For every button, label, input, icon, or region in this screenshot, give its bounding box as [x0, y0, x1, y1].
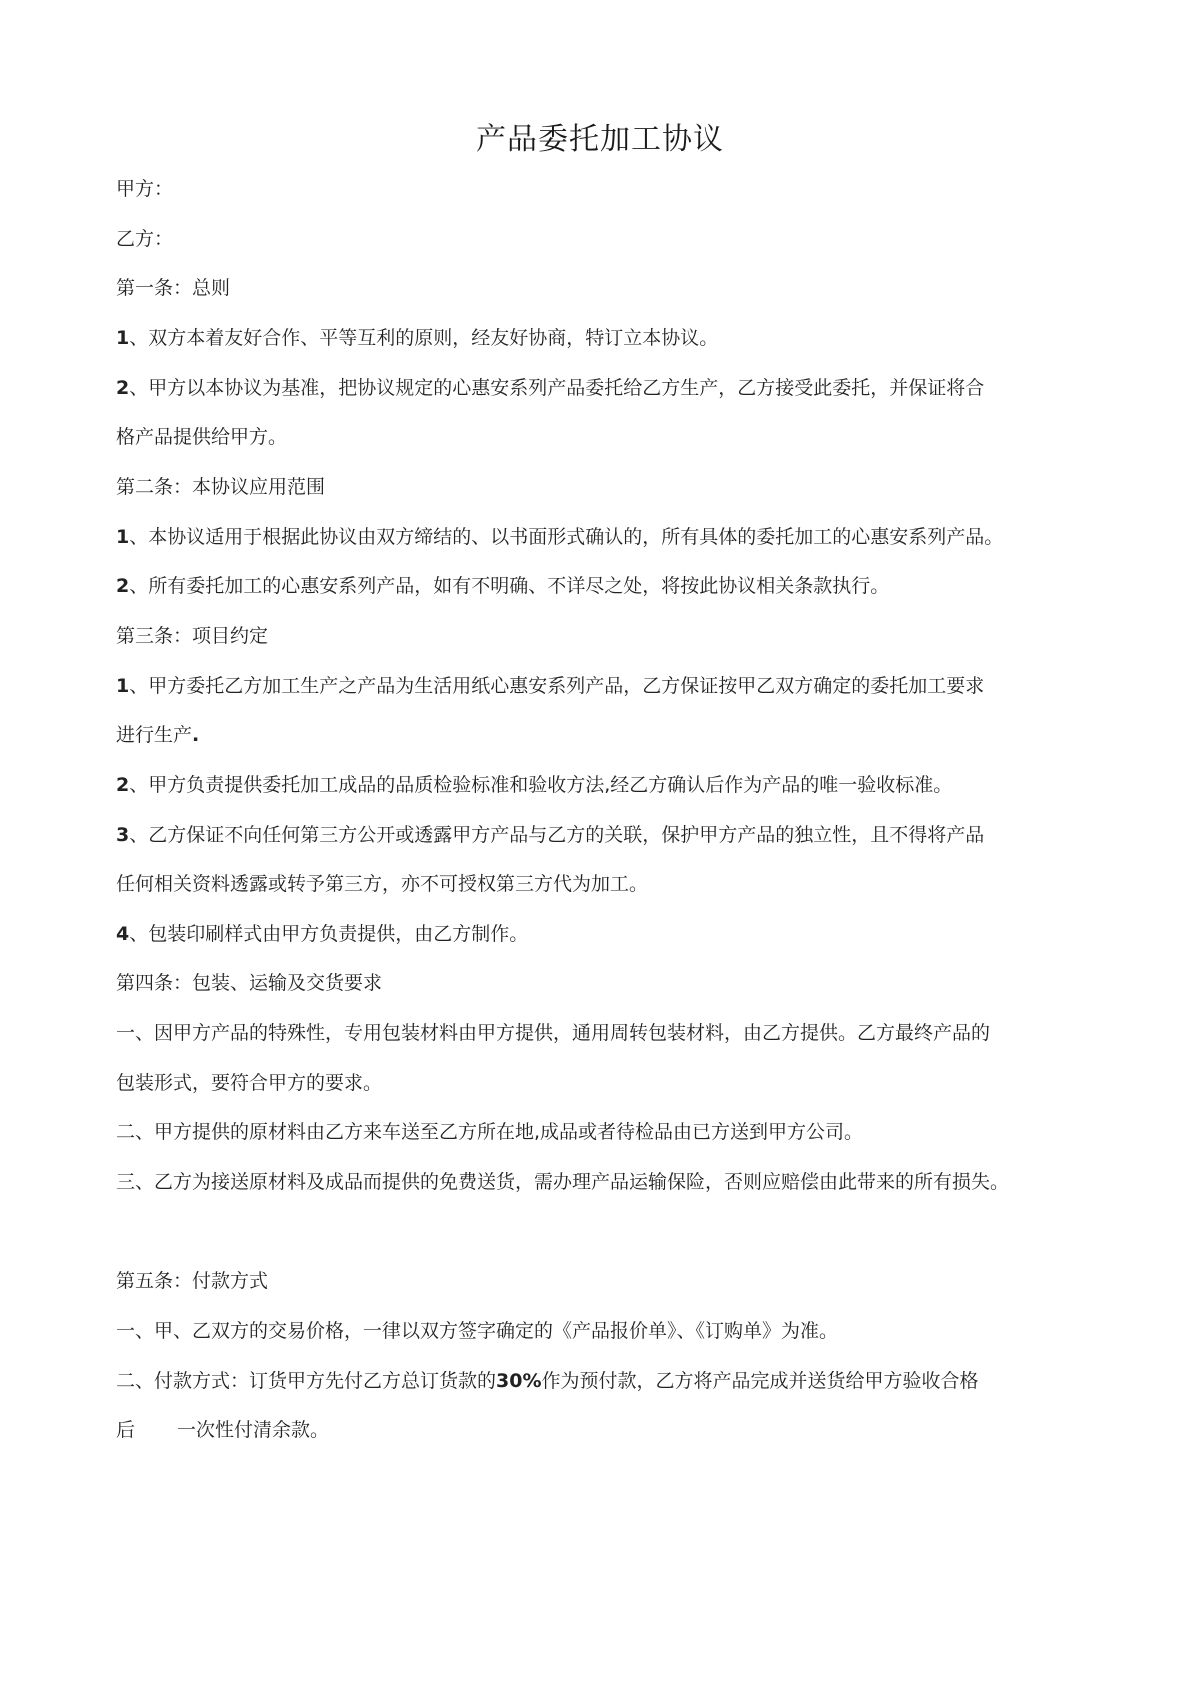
item-number: 2 [116, 575, 130, 597]
item-text: 、甲方委托乙方加工生产之产品为生活用纸心惠安系列产品，乙方保证按甲乙双方确定的委托加工要求 [129, 675, 985, 697]
item-text: 、乙方保证不向任何第三方公开或透露甲方产品与乙方的关联，保护甲方产品的独立性，且不得将产品 [129, 824, 985, 846]
item-text: 、双方本着友好合作、平等互利的原则，经友好协商，特订立本协议。 [129, 327, 719, 349]
item-number: 3 [116, 824, 130, 846]
party-b-label: 乙方： [116, 228, 174, 250]
item-text: 、所有委托加工的心惠安系列产品，如有不明确、不详尽之处，将按此协议相关条款执行。 [129, 575, 890, 597]
item-number: 2 [116, 377, 130, 399]
item-text: 作为预付款，乙方将产品完成并送货给甲方验收合格 [541, 1370, 979, 1392]
article-4-item-1: 一、因甲方产品的特殊性，专用包装材料由甲方提供，通用周转包装材料，由乙方提供。乙方最终产品的 [116, 1022, 991, 1044]
article-3-item-3-continued: 任何相关资料透露或转予第三方，亦不可授权第三方代为加工。 [116, 873, 649, 895]
item-period: . [192, 724, 200, 746]
party-a-label: 甲方： [116, 178, 174, 200]
article-2-item-2 [116, 571, 1096, 601]
article-5-item-2-continued [116, 1415, 1096, 1445]
article-1-item-2-continued: 格产品提供给甲方。 [116, 426, 288, 448]
article-5-heading: 第五条：付款方式 [116, 1270, 269, 1292]
item-number: 1 [116, 675, 130, 697]
article-4-item-2: 二、甲方提供的原材料由乙方来车送至乙方所在地,成品或者待检品由已方送到甲方公司。 [116, 1121, 864, 1143]
item-text: 一次性付清余款。 [177, 1419, 330, 1441]
document-title: 产品委托加工协议 [476, 122, 724, 157]
item-text: 进行生产 [116, 724, 193, 746]
item-text: 、本协议适用于根据此协议由双方缔结的、以书面形式确认的，所有具体的委托加工的心惠安系列产品。 [129, 526, 1004, 548]
article-3-item-1-continued [116, 720, 1096, 750]
article-4-item-1-continued: 包装形式，要符合甲方的要求。 [116, 1072, 383, 1094]
article-5-item-1: 一、甲、乙双方的交易价格，一律以双方签字确定的《产品报价单》、《订购单》为准。 [116, 1320, 839, 1342]
article-1-heading: 第一条：总则 [116, 277, 231, 299]
item-text: 、包装印刷样式由甲方负责提供，由乙方制作。 [129, 923, 529, 945]
deposit-percentage: 30% [496, 1370, 542, 1392]
item-text: 、甲方以本协议为基准，把协议规定的心惠安系列产品委托给乙方生产，乙方接受此委托，并保证将合 [129, 377, 985, 399]
item-text: 、甲方负责提供委托加工成品的品质检验标准和验收方法,经乙方确认后作为产品的唯一验收标准。 [129, 774, 953, 796]
article-5-item-2 [116, 1366, 1096, 1396]
article-3-item-3 [116, 820, 1096, 850]
item-number: 2 [116, 774, 130, 796]
article-4-item-3: 三、乙方为接送原材料及成品而提供的免费送货，需办理产品运输保险，否则应赔偿由此带来的所有损失。 [116, 1171, 1010, 1193]
article-3-item-2 [116, 770, 1096, 800]
item-number: 4 [116, 923, 130, 945]
item-text: 二、付款方式：订货甲方先付乙方总订货款的 [116, 1370, 497, 1392]
article-4-heading: 第四条：包装、运输及交货要求 [116, 972, 383, 994]
item-number: 1 [116, 327, 130, 349]
article-1-item-2 [116, 373, 1096, 403]
item-text: 后 [116, 1419, 136, 1441]
article-3-item-1 [116, 671, 1096, 701]
article-1-item-1 [116, 323, 1096, 353]
item-number: 1 [116, 526, 130, 548]
article-2-item-1 [116, 522, 1096, 552]
article-3-heading: 第三条：项目约定 [116, 625, 269, 647]
article-3-item-4 [116, 919, 1096, 949]
article-2-heading: 第二条：本协议应用范围 [116, 476, 326, 498]
